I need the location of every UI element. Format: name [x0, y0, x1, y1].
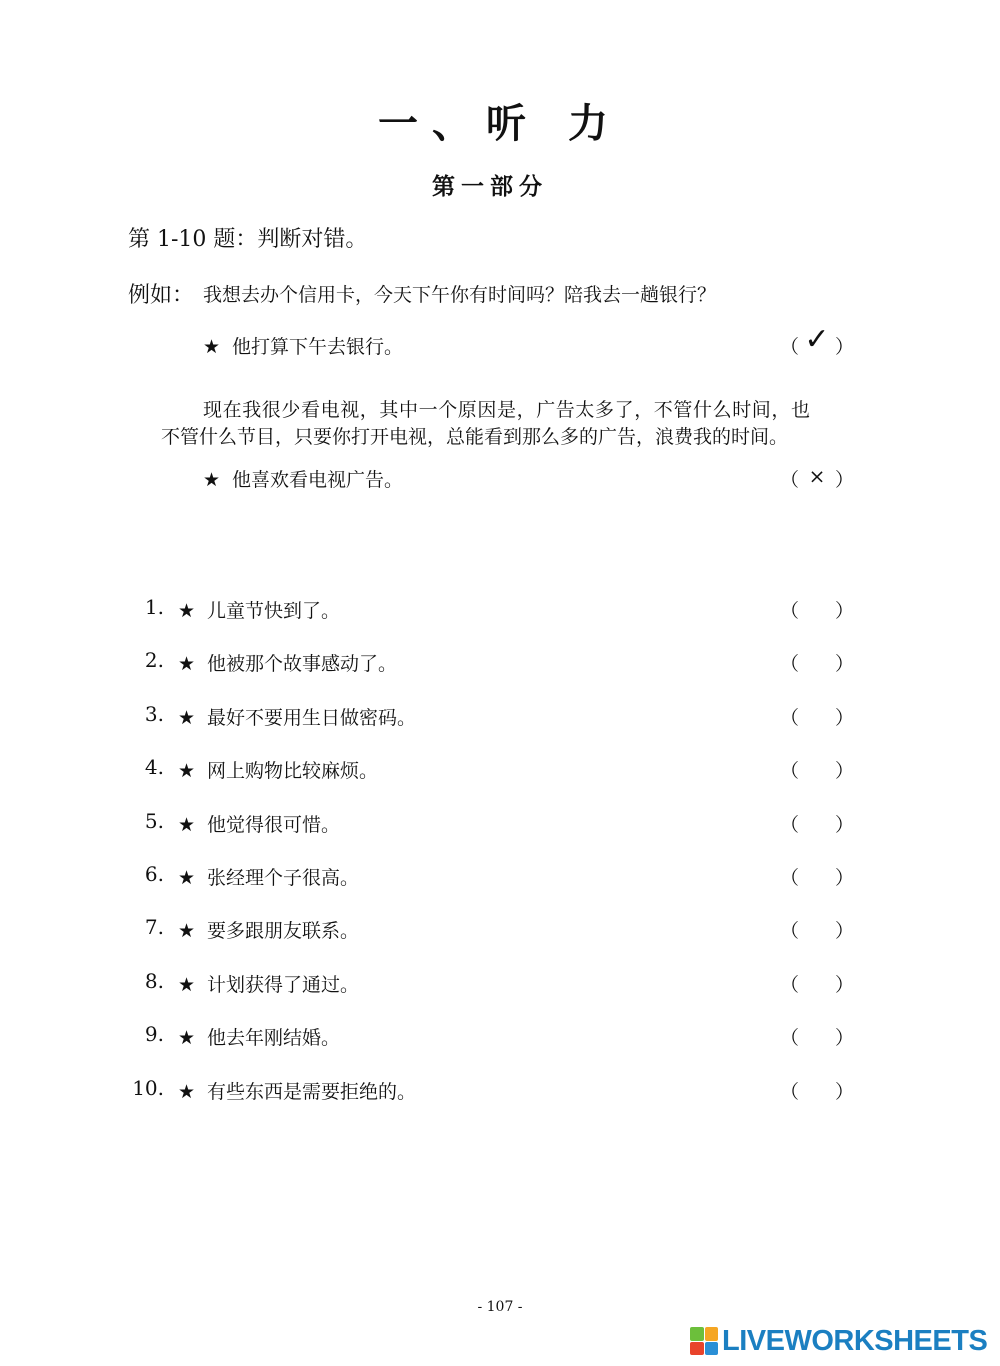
- question-number: 4.: [144, 755, 164, 779]
- answer-box[interactable]: [780, 756, 854, 780]
- question-number: 6.: [144, 862, 164, 886]
- question-text: 他被那个故事感动了。: [207, 653, 398, 675]
- question-statement: [178, 596, 340, 623]
- star-icon: ★: [178, 760, 196, 782]
- star-icon: ★: [178, 920, 196, 942]
- question-statement: [178, 756, 378, 783]
- paren-close: ）: [834, 867, 854, 889]
- paren-open: （: [780, 653, 800, 675]
- paren-open: （: [780, 1027, 800, 1049]
- paren-open: （: [780, 760, 800, 782]
- answer-box[interactable]: [780, 1023, 854, 1047]
- question-number: 10.: [132, 1076, 164, 1100]
- part-subtitle: 第一部分: [432, 173, 548, 200]
- answer-box[interactable]: [780, 703, 854, 727]
- question-statement: [178, 703, 416, 730]
- paren-close: ）: [834, 600, 854, 622]
- example-label: 例如：: [128, 283, 195, 308]
- example1-dialogue: 我想去办个信用卡，今天下午你有时间吗？陪我去一趟银行？: [203, 284, 717, 306]
- passage-line-2: 不管什么节目，只要你打开电视，总能看到那么多的广告，浪费我的时间。: [161, 426, 789, 448]
- paren-open: （: [780, 1081, 800, 1103]
- question-statement: [178, 810, 340, 837]
- paren-close: ）: [834, 920, 854, 942]
- question-number: 7.: [144, 915, 164, 939]
- check-mark-icon: ✓: [804, 322, 830, 357]
- page-number: - 107 -: [477, 1299, 523, 1315]
- paren-open: （: [780, 600, 800, 622]
- star-icon: ★: [178, 600, 196, 622]
- example2-passage: [161, 397, 861, 451]
- passage-line-1: 现在我很少看电视，其中一个原因是，广告太多了，不管什么时间，也: [203, 399, 811, 421]
- question-statement: [178, 1023, 340, 1050]
- star-icon: ★: [178, 653, 196, 675]
- paren-close: ）: [834, 707, 854, 729]
- answer-box[interactable]: [780, 810, 854, 834]
- answer-box[interactable]: [780, 1077, 854, 1101]
- question-statement: [178, 1077, 416, 1104]
- question-text: 他觉得很可惜。: [207, 814, 341, 836]
- question-number: 3.: [144, 702, 164, 726]
- section-title: 一、听 力: [378, 100, 622, 147]
- star-icon: ★: [178, 867, 196, 889]
- star-icon: ★: [203, 336, 221, 358]
- example2-statement-text: 他喜欢看电视广告。: [232, 469, 404, 491]
- star-icon: ★: [178, 974, 196, 996]
- instruction: 第 1-10 题：判断对错。: [128, 227, 368, 252]
- example2-statement: [203, 465, 403, 492]
- question-number: 9.: [144, 1022, 164, 1046]
- paren-open: （: [780, 707, 800, 729]
- question-text: 计划获得了通过。: [207, 974, 360, 996]
- question-text: 儿童节快到了。: [207, 600, 341, 622]
- question-statement: [178, 649, 397, 676]
- question-statement: [178, 970, 359, 997]
- paren-open: （: [780, 814, 800, 836]
- paren-open: （: [780, 974, 800, 996]
- logo-mark-icon: [690, 1327, 718, 1355]
- star-icon: ★: [178, 707, 196, 729]
- question-number: 2.: [144, 648, 164, 672]
- paren-close: ）: [834, 760, 854, 782]
- question-text: 网上购物比较麻烦。: [207, 760, 379, 782]
- question-number: 1.: [144, 595, 164, 619]
- cross-mark-icon: ×: [808, 464, 826, 488]
- paren-close: ）: [834, 974, 854, 996]
- answer-box[interactable]: [780, 649, 854, 673]
- question-text: 他去年刚结婚。: [207, 1027, 341, 1049]
- question-text: 有些东西是需要拒绝的。: [207, 1081, 417, 1103]
- answer-box[interactable]: [780, 970, 854, 994]
- paren-close: ）: [834, 653, 854, 675]
- question-number: 5.: [144, 809, 164, 833]
- question-text: 最好不要用生日做密码。: [207, 707, 417, 729]
- paren-open: （: [780, 867, 800, 889]
- answer-box[interactable]: [780, 596, 854, 620]
- star-icon: ★: [178, 1081, 196, 1103]
- paren-close: ）: [834, 814, 854, 836]
- star-icon: ★: [178, 1027, 196, 1049]
- paren-close: ）: [834, 1081, 854, 1103]
- question-text: 张经理个子很高。: [207, 867, 360, 889]
- example1-statement: [203, 332, 403, 359]
- answer-box[interactable]: [780, 863, 854, 887]
- example1-statement-text: 他打算下午去银行。: [232, 336, 404, 358]
- star-icon: ★: [178, 814, 196, 836]
- liveworksheets-logo[interactable]: [690, 1324, 987, 1358]
- question-statement: [178, 916, 359, 943]
- paren-open: （: [780, 920, 800, 942]
- brand-name: LIVEWORKSHEETS: [722, 1324, 988, 1357]
- star-icon: ★: [203, 469, 221, 491]
- question-number: 8.: [144, 969, 164, 993]
- question-text: 要多跟朋友联系。: [207, 920, 360, 942]
- paren-close: ）: [834, 1027, 854, 1049]
- answer-box[interactable]: [780, 916, 854, 940]
- question-statement: [178, 863, 359, 890]
